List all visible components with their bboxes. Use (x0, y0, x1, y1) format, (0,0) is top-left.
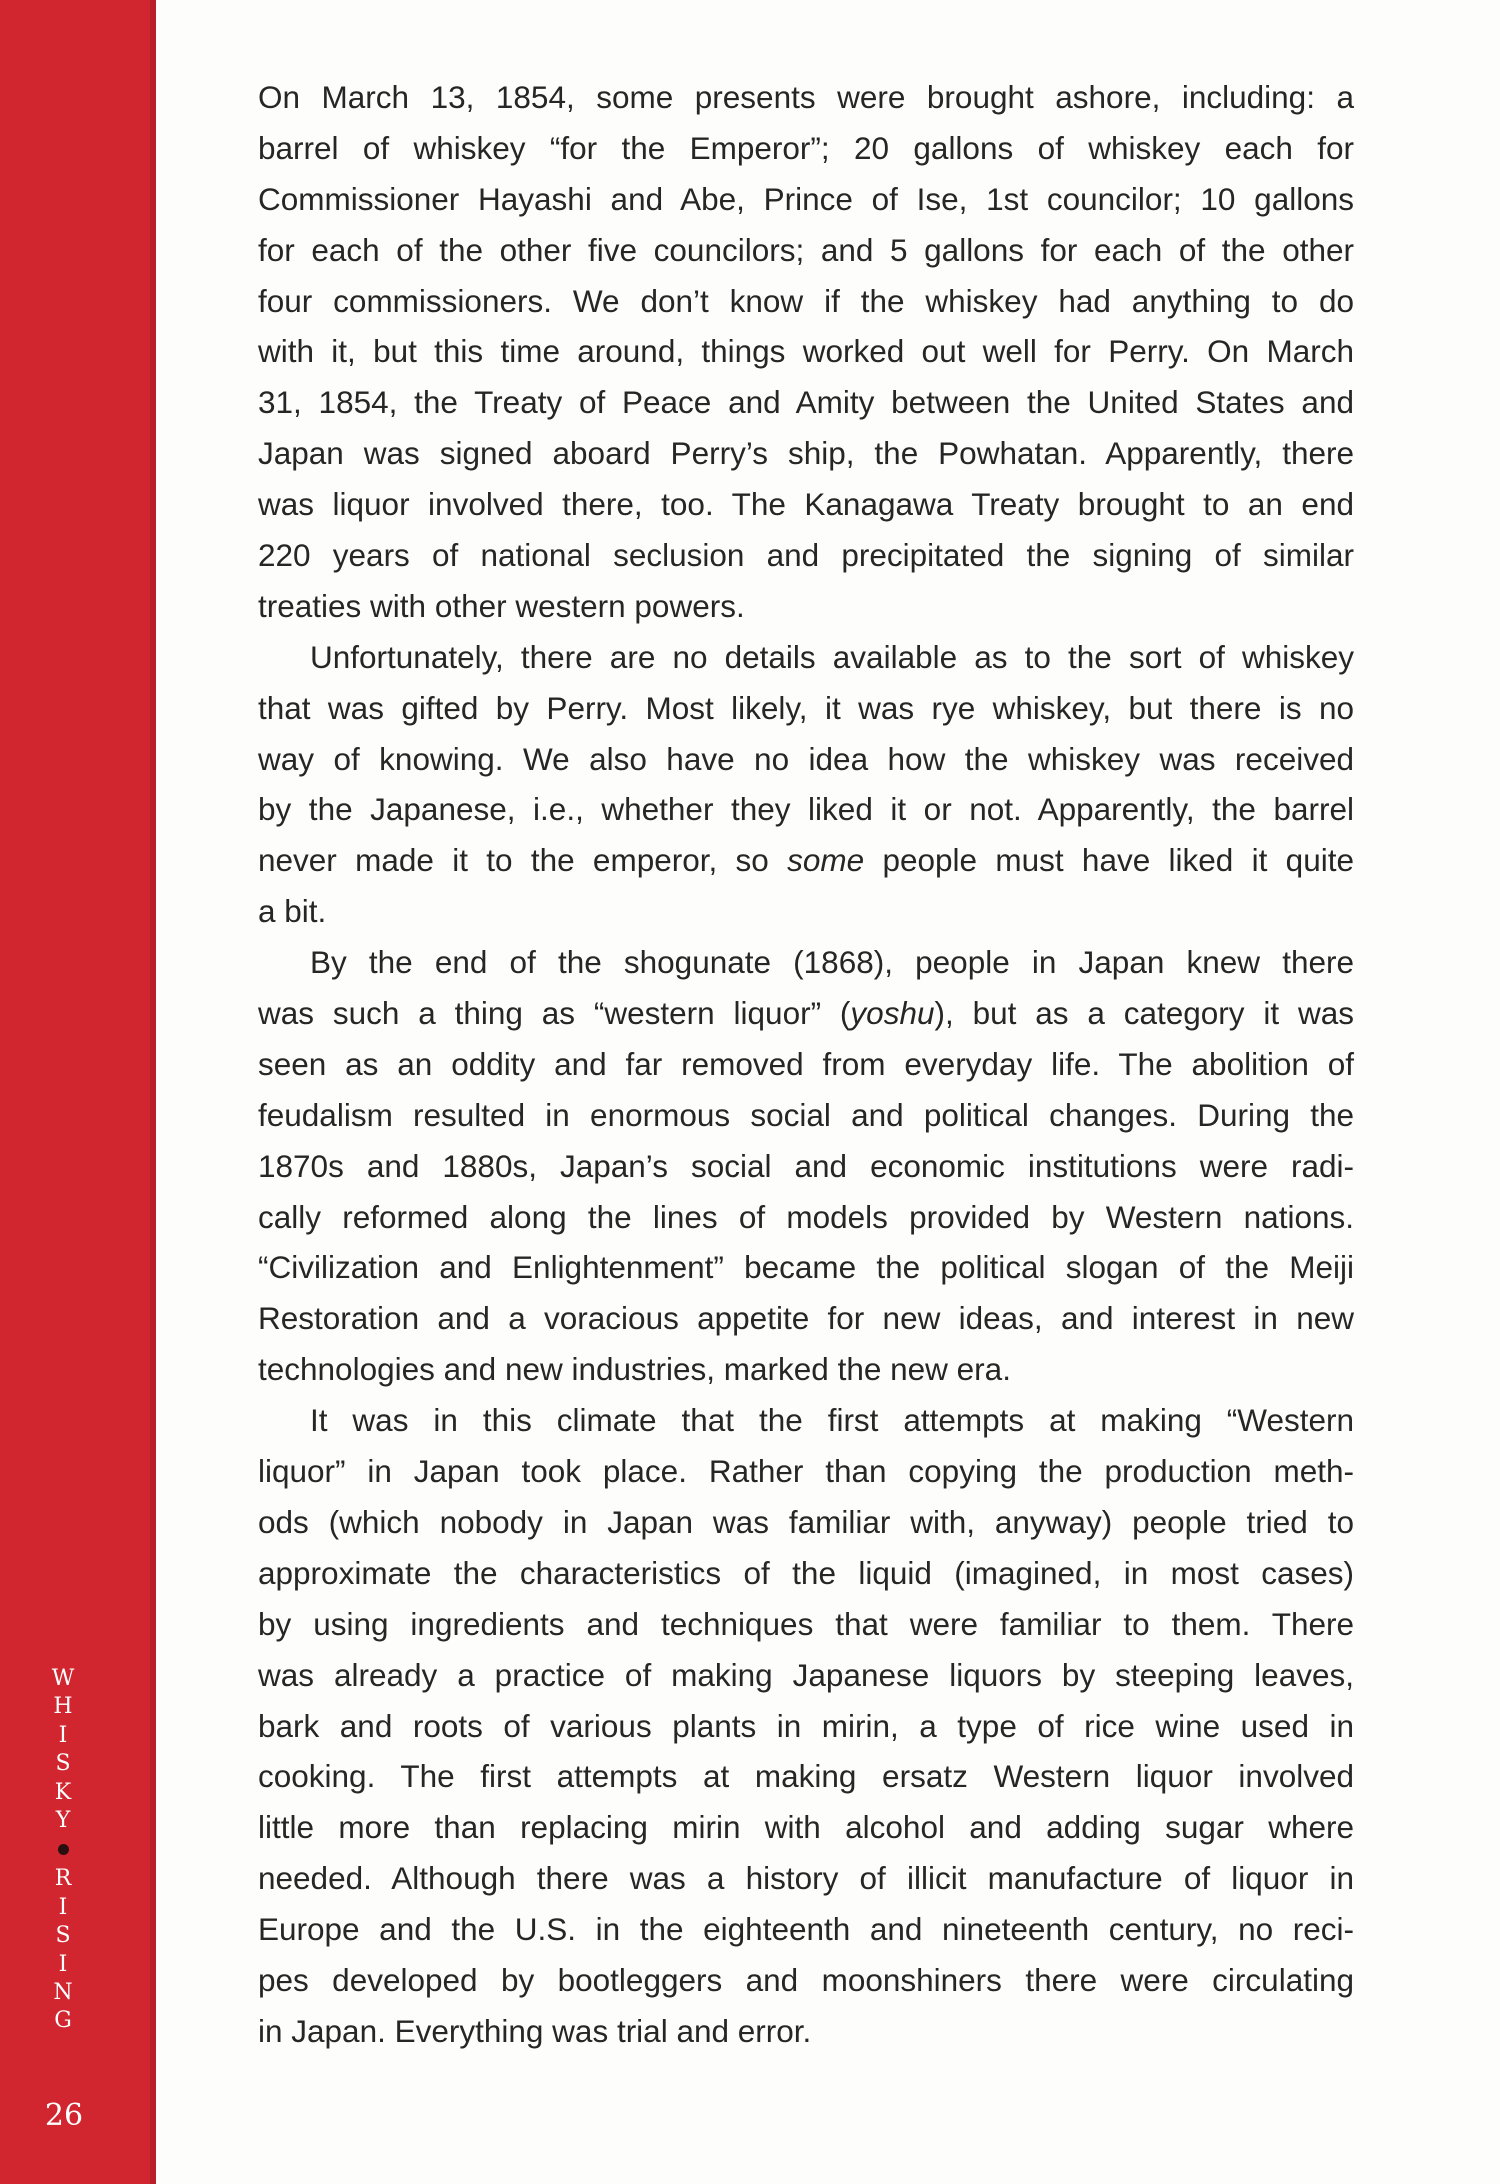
text-line (258, 734, 1354, 785)
running-head-letter: S (55, 1923, 71, 1949)
text-segment: people must have liked it quite (864, 842, 1354, 879)
text-segment: Europe and the U.S. in the eighteenth and nineteenth century, no reci- (258, 1911, 1354, 1948)
text-line (258, 1548, 1354, 1599)
text-segment: 220 years of national seclusion and precipitated the signing of similar (258, 537, 1354, 574)
paragraph (258, 1395, 1354, 2057)
running-head-letter: I (58, 1951, 68, 1977)
body-text (258, 72, 1354, 2057)
text-segment: By the end of the shogunate (1868), people in Japan knew there (310, 944, 1354, 981)
text-segment: cooking. The first attempts at making ersatz Western liquor involved (258, 1758, 1354, 1795)
text-line (258, 428, 1354, 479)
text-segment: by using ingredients and techniques that were familiar to them. There (258, 1605, 1354, 1642)
text-line (258, 326, 1354, 377)
running-head-letter: S (55, 1751, 71, 1777)
running-head-letter: G (54, 2008, 72, 2034)
text-line (258, 1446, 1354, 1497)
text-segment: in Japan. Everything was trial and error. (258, 2012, 812, 2049)
text-line (258, 377, 1354, 428)
text-line (258, 1904, 1354, 1955)
bullet-dot-icon (58, 1844, 69, 1855)
text-segment: by the Japanese, i.e., whether they liked it or not. Apparently, the barrel (258, 791, 1354, 828)
text-segment: was liquor involved there, too. The Kanagawa Treaty brought to an end (258, 486, 1354, 523)
text-segment: 1870s and 1880s, Japan’s social and economic institutions were radi- (258, 1147, 1354, 1184)
text-segment: with it, but this time around, things worked out well for Perry. On March (258, 333, 1354, 370)
text-segment: ), but as a category it was (934, 995, 1354, 1032)
text-line (258, 886, 1354, 937)
running-head-letter: Y (55, 1808, 71, 1834)
sidebar-edge (150, 0, 156, 2184)
text-segment: feudalism resulted in enormous social and political changes. During the (258, 1096, 1354, 1133)
text-segment: was already a practice of making Japanese liquors by steeping leaves, (258, 1656, 1354, 1693)
paragraph (258, 632, 1354, 937)
text-segment: a bit. (258, 893, 327, 930)
text-line (258, 1497, 1354, 1548)
text-line (258, 1293, 1354, 1344)
text-segment: 31, 1854, the Treaty of Peace and Amity between the United States and (258, 384, 1354, 421)
text-line (258, 1192, 1354, 1243)
text-line (258, 1599, 1354, 1650)
text-line (258, 225, 1354, 276)
text-segment: seen as an oddity and far removed from everyday life. The abolition of (258, 1045, 1354, 1082)
text-line (258, 1802, 1354, 1853)
paragraph (258, 937, 1354, 1395)
text-line (258, 1395, 1354, 1446)
text-segment: Unfortunately, there are no details available as to the sort of whiskey (310, 638, 1354, 675)
running-head-letter: H (53, 1694, 73, 1720)
text-segment: Restoration and a voracious appetite for new ideas, and interest in new (258, 1300, 1354, 1337)
italic-text: yoshu (850, 995, 935, 1032)
text-segment: way of knowing. We also have no idea how the whiskey was received (258, 740, 1354, 777)
text-line (258, 479, 1354, 530)
text-segment: little more than replacing mirin with alcohol and adding sugar where (258, 1809, 1354, 1846)
text-line (258, 1853, 1354, 1904)
text-segment: approximate the characteristics of the liquid (imagined, in most cases) (258, 1554, 1354, 1591)
running-head-letter: W (51, 1666, 75, 1691)
text-line (258, 1090, 1354, 1141)
text-line (258, 581, 1354, 632)
text-line (258, 1650, 1354, 1701)
text-segment: was such a thing as “western liquor” ( (258, 995, 851, 1032)
text-segment: for each of the other five councilors; and 5 gallons for each of the other (258, 231, 1354, 268)
text-segment: It was in this climate that the first attempts at making “Western (310, 1402, 1354, 1439)
text-line (258, 1242, 1354, 1293)
text-line (258, 276, 1354, 327)
page-number: 26 (44, 2098, 84, 2133)
text-line (258, 937, 1354, 988)
text-segment: four commissioners. We don’t know if the whiskey had anything to do (258, 282, 1354, 319)
text-segment: bark and roots of various plants in mirin, a type of rice wine used in (258, 1707, 1354, 1744)
text-segment: never made it to the emperor, so (258, 842, 788, 879)
text-segment: Japan was signed aboard Perry’s ship, the Powhatan. Apparently, there (258, 435, 1354, 472)
running-head (44, 1665, 82, 2036)
text-segment: barrel of whiskey “for the Emperor”; 20 gallons of whiskey each for (258, 129, 1354, 166)
text-line (258, 784, 1354, 835)
text-segment: that was gifted by Perry. Most likely, it was rye whiskey, but there is no (258, 689, 1354, 726)
running-head-letter: N (53, 1980, 73, 2006)
text-line (258, 988, 1354, 1039)
text-segment: treaties with other western powers. (258, 587, 745, 624)
text-segment: “Civilization and Enlightenment” became the political slogan of the Meiji (258, 1249, 1354, 1286)
text-line (258, 2006, 1354, 2057)
running-head-letter: K (54, 1779, 72, 1805)
text-segment: On March 13, 1854, some presents were brought ashore, including: a (258, 79, 1354, 115)
text-line (258, 1955, 1354, 2006)
text-line (258, 1701, 1354, 1752)
paragraph (258, 72, 1354, 632)
text-line (258, 683, 1354, 734)
text-segment: ods (which nobody in Japan was familiar with, anyway) people tried to (258, 1503, 1354, 1540)
text-line (258, 123, 1354, 174)
text-line (258, 1344, 1354, 1395)
text-line (258, 174, 1354, 225)
text-line (258, 835, 1354, 886)
italic-text: some (787, 842, 865, 879)
text-line (258, 1039, 1354, 1090)
text-segment: cally reformed along the lines of models provided by Western nations. (258, 1198, 1354, 1235)
text-line (258, 632, 1354, 683)
text-line (258, 1141, 1354, 1192)
running-head-letter: R (54, 1866, 72, 1892)
text-line (258, 72, 1354, 123)
text-segment: liquor” in Japan took place. Rather than copying the production meth- (258, 1453, 1354, 1490)
text-line (258, 530, 1354, 581)
running-head-letter: I (58, 1722, 68, 1748)
text-segment: pes developed by bootleggers and moonshiners there were circulating (258, 1961, 1354, 1998)
text-segment: technologies and new industries, marked the new era. (258, 1351, 1011, 1388)
text-line (258, 1751, 1354, 1802)
text-segment: Commissioner Hayashi and Abe, Prince of Ise, 1st councilor; 10 gallons (258, 180, 1354, 217)
text-segment: needed. Although there was a history of illicit manufacture of liquor in (258, 1860, 1354, 1897)
running-head-letter: I (58, 1894, 68, 1920)
